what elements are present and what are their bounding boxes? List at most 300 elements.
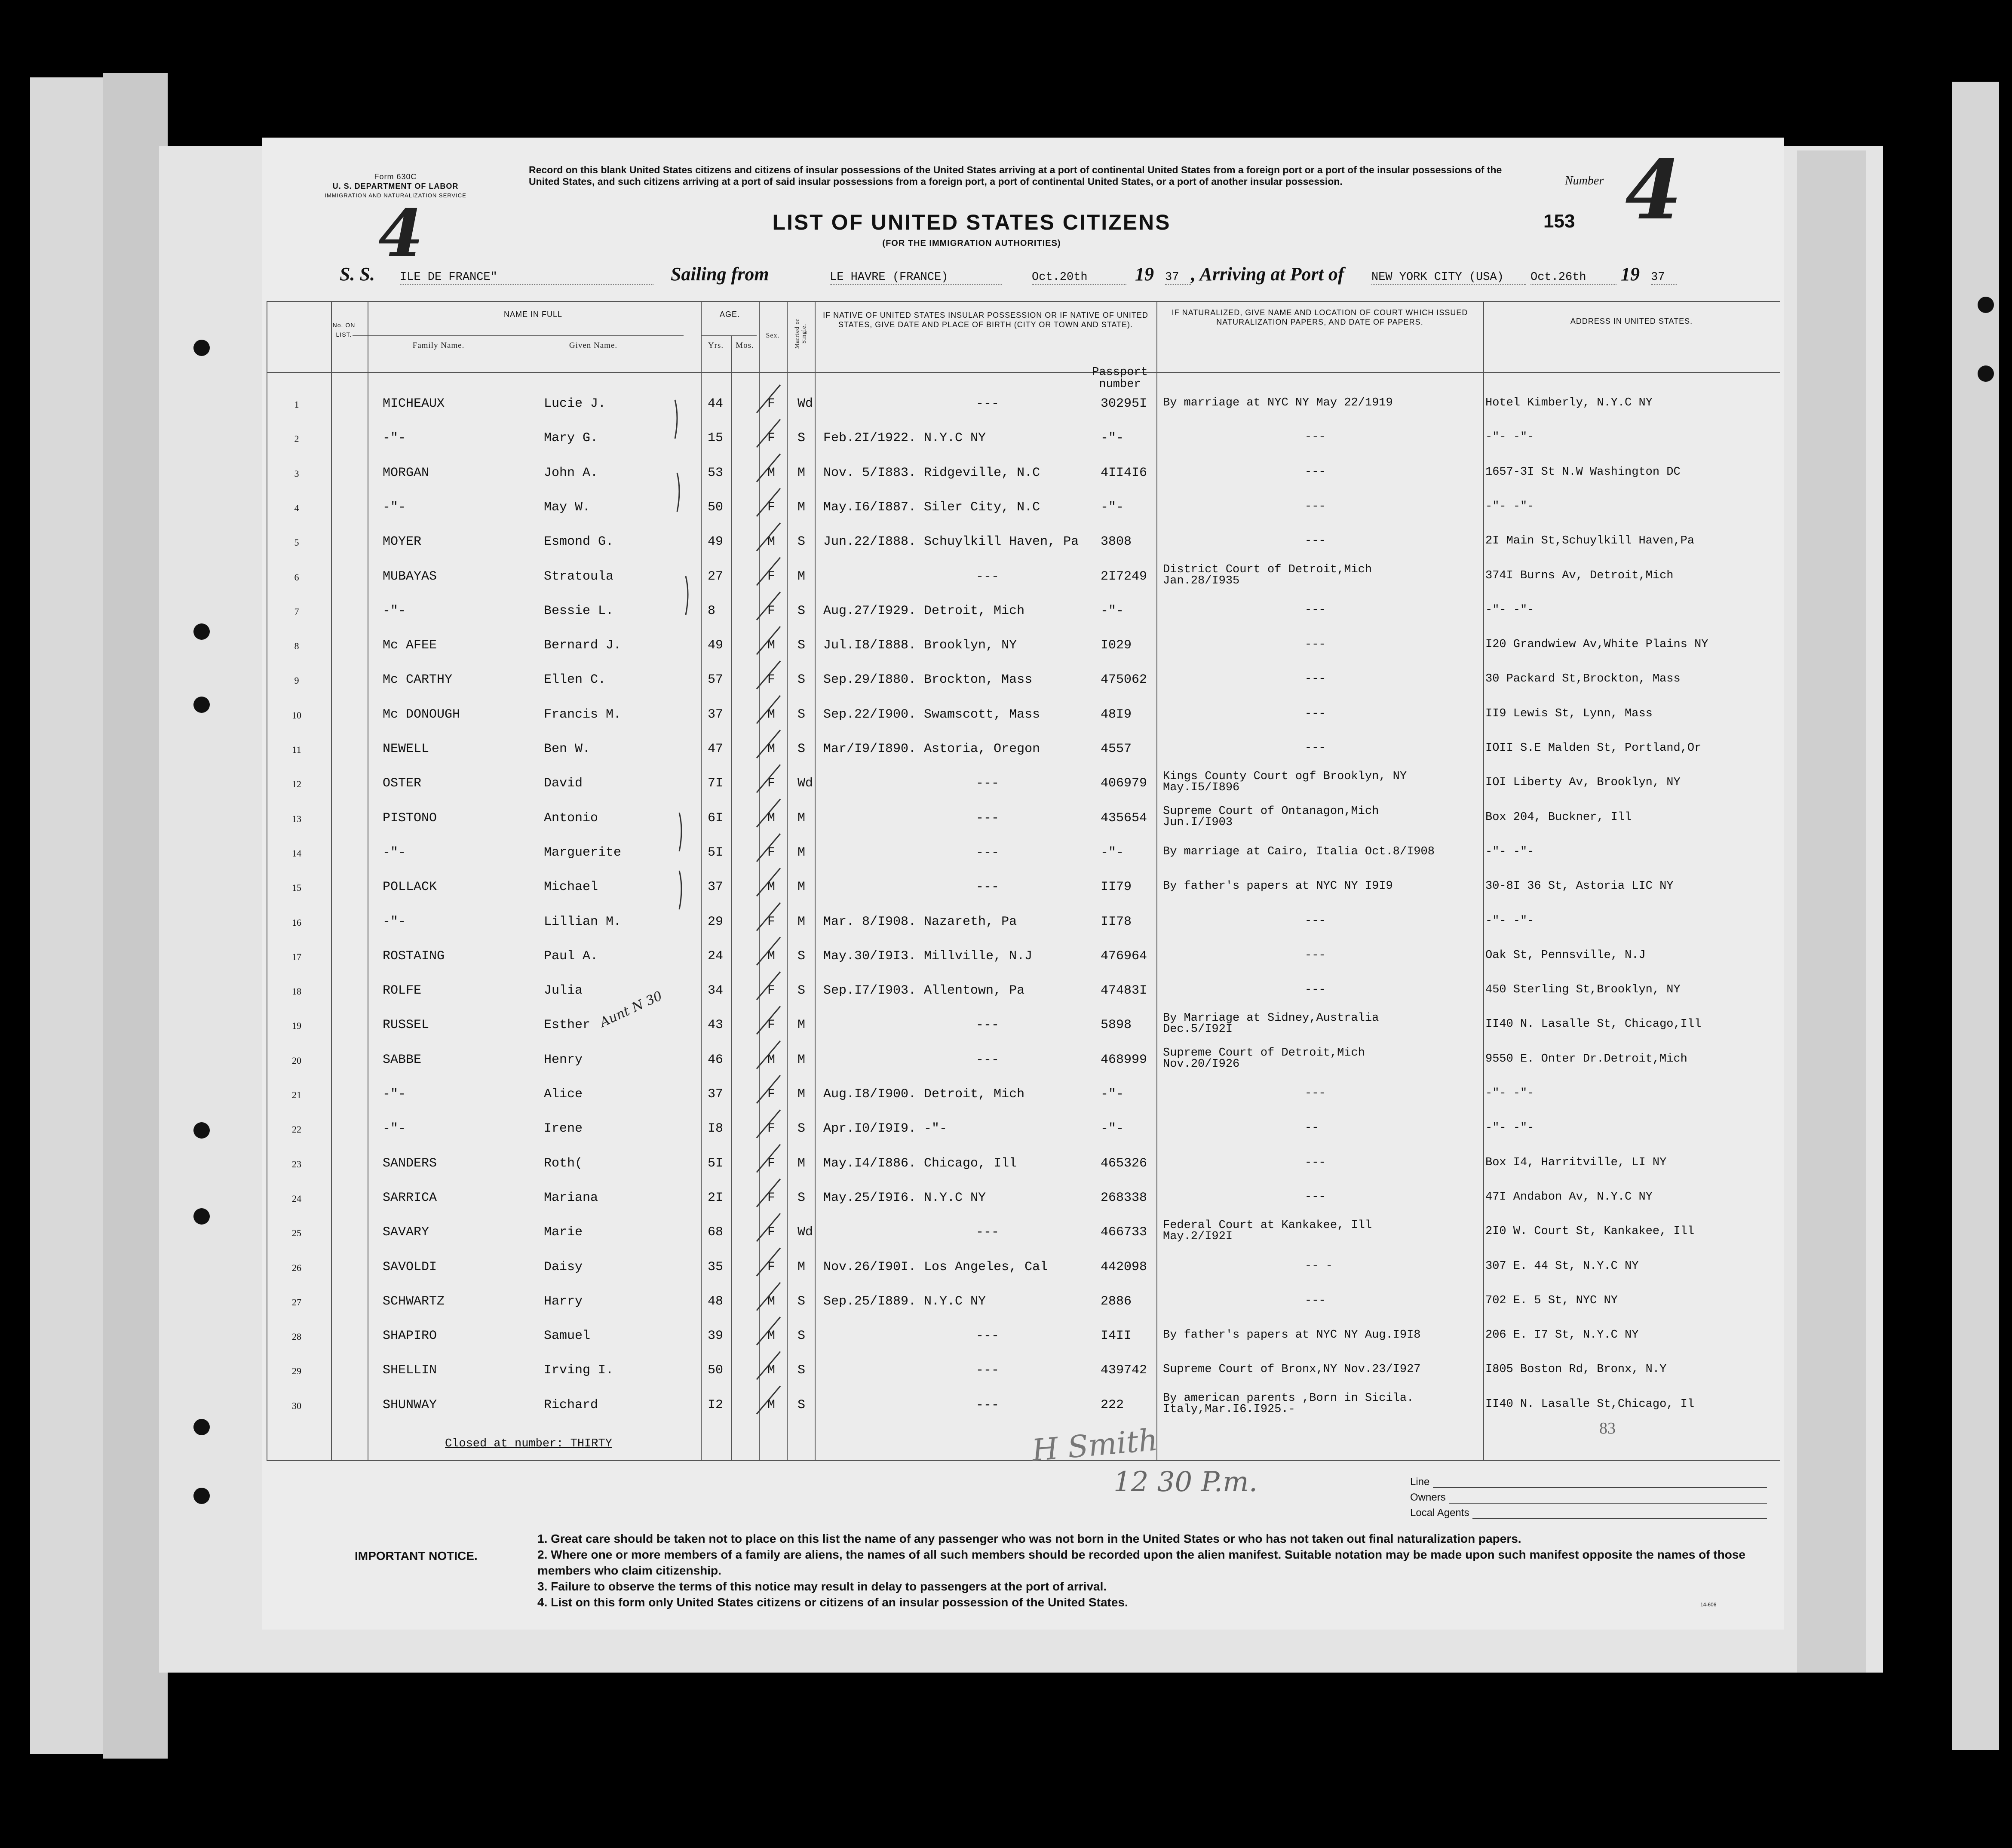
- sex: F: [767, 431, 776, 446]
- marital-status: S: [797, 1294, 806, 1309]
- sex: M: [767, 1329, 776, 1344]
- given-name: Daisy: [544, 1259, 583, 1274]
- check-mark: [757, 764, 780, 792]
- sex: F: [767, 1225, 776, 1240]
- naturalization: By marriage at NYC NY May 22/1919: [1163, 396, 1393, 409]
- row-number: 11: [292, 744, 301, 755]
- given-name: Paul A.: [544, 949, 598, 964]
- passport-number: 4II4I6: [1101, 465, 1147, 480]
- naturalization: ---: [1305, 638, 1326, 651]
- passport-number: -"-: [1101, 431, 1124, 446]
- given-name: Samuel: [544, 1329, 591, 1344]
- naturalization: Supreme Court of Detroit,Mich: [1163, 1046, 1365, 1059]
- given-name: Irving I.: [544, 1363, 614, 1378]
- naturalization: ---: [1305, 949, 1326, 962]
- address: 47I Andabon Av, N.Y.C NY: [1485, 1190, 1653, 1203]
- marital-status: M: [797, 465, 806, 480]
- age-years: 37: [708, 880, 724, 895]
- birth-date-place: ---: [976, 1052, 1000, 1067]
- marital-status: M: [797, 914, 806, 929]
- given-name: Esther: [544, 1018, 591, 1033]
- check-mark: [757, 730, 780, 758]
- line-label: Line: [1410, 1476, 1430, 1488]
- marital-status: M: [797, 810, 806, 826]
- marital-status: S: [797, 1121, 806, 1136]
- check-mark: [757, 1041, 780, 1069]
- family-name: -"-: [383, 1087, 406, 1102]
- sex: F: [767, 983, 776, 998]
- given-name: Roth(: [544, 1156, 583, 1171]
- marital-status: S: [797, 742, 806, 756]
- given-name: Julia: [544, 983, 583, 998]
- row-number: 24: [292, 1193, 301, 1204]
- local-agents-label: Local Agents: [1410, 1507, 1469, 1519]
- given-name: Alice: [544, 1087, 583, 1102]
- marital-status: Wd: [797, 1225, 813, 1240]
- stamp-number: 83: [1599, 1419, 1616, 1437]
- address: -"- -"-: [1485, 603, 1534, 617]
- address: Oak St, Pennsville, N.J: [1485, 949, 1646, 962]
- given-name: Lillian M.: [544, 914, 622, 929]
- footer-line-owners-agents: [1410, 1473, 1767, 1519]
- bracket-mark: [675, 400, 677, 439]
- birth-date-place: ---: [976, 880, 1000, 895]
- passport-number: -"-: [1101, 1121, 1124, 1136]
- birth-date-place: May.25/I9I6. N.Y.C NY: [823, 1190, 986, 1205]
- naturalization: ---: [1305, 603, 1326, 617]
- address: 1657-3I St N.W Washington DC: [1485, 465, 1681, 479]
- address: II40 N. Lasalle St, Chicago,Ill: [1485, 1018, 1702, 1031]
- family-name: ROLFE: [383, 983, 422, 998]
- check-mark: [757, 1110, 780, 1138]
- passport-number: 4557: [1101, 742, 1132, 756]
- header-naturalized: IF NATURALIZED, GIVE NAME AND LOCATION OF COURT WHICH ISSUED NATURALIZATION PAPERS, AND DATE OF PAPERS.: [1172, 308, 1468, 326]
- page-title: LIST OF UNITED STATES CITIZENS: [772, 210, 1171, 234]
- check-mark: [757, 592, 780, 620]
- number-value: 4: [1625, 142, 1682, 238]
- form-number: Form 630C: [374, 172, 417, 181]
- family-name: OSTER: [383, 776, 422, 791]
- address: -"- -"-: [1485, 1121, 1534, 1135]
- family-name: POLLACK: [383, 880, 437, 895]
- arriving-year-prefix: 19: [1621, 264, 1640, 285]
- birth-date-place: ---: [976, 776, 1000, 791]
- age-years: I2: [708, 1397, 724, 1412]
- given-name: Esmond G.: [544, 534, 614, 549]
- notice-item-1: 1. Great care should be taken not to place on this list the name of any passenger who was not born in the United States or who has not taken out final naturalization papers.: [537, 1532, 1521, 1545]
- age-years: 15: [708, 431, 724, 446]
- birth-date-place: ---: [976, 1363, 1000, 1378]
- passport-number: 5898: [1101, 1018, 1132, 1033]
- address: -"- -"-: [1485, 914, 1534, 927]
- naturalization-date: May.I5/I896: [1163, 781, 1240, 795]
- naturalization: --: [1305, 1121, 1319, 1135]
- address: I805 Boston Rd, Bronx, N.Y: [1485, 1363, 1667, 1376]
- bracket-mark: [679, 813, 681, 851]
- header-address: ADDRESS IN UNITED STATES.: [1570, 317, 1693, 325]
- address: 206 E. I7 St, N.Y.C NY: [1485, 1329, 1639, 1342]
- given-name: Michael: [544, 880, 598, 895]
- time-note: 12 30 P.m.: [1113, 1466, 1258, 1498]
- sex: M: [767, 534, 776, 549]
- sex: F: [767, 569, 776, 584]
- sex: F: [767, 845, 776, 860]
- given-name: Mariana: [544, 1190, 598, 1205]
- check-mark: [757, 488, 780, 516]
- check-mark: [757, 454, 780, 482]
- family-name: -"-: [383, 431, 406, 446]
- age-years: 6I: [708, 810, 724, 826]
- check-mark: [757, 972, 780, 1000]
- check-mark: [757, 523, 780, 551]
- marital-status: S: [797, 534, 806, 549]
- row-number: 26: [292, 1262, 301, 1273]
- marital-status: S: [797, 1397, 806, 1412]
- given-name: Richard: [544, 1397, 598, 1412]
- check-mark: [757, 626, 780, 654]
- sex: M: [767, 949, 776, 964]
- sailing-date: Oct.20th: [1032, 271, 1126, 285]
- notice-item-3: 3. Failure to observe the terms of this notice may result in delay to passengers at the port of arrival.: [537, 1580, 1107, 1593]
- row-number: 17: [292, 951, 301, 962]
- naturalization: ---: [1305, 1156, 1326, 1169]
- passport-number: 439742: [1101, 1363, 1147, 1378]
- family-name: Mc DONOUGH: [383, 707, 460, 722]
- age-years: 46: [708, 1052, 724, 1067]
- marital-status: Wd: [797, 396, 813, 411]
- address: IOI Liberty Av, Brooklyn, NY: [1485, 776, 1681, 789]
- passport-number: 2886: [1101, 1294, 1132, 1309]
- row-number: 22: [292, 1124, 301, 1135]
- marital-status: S: [797, 672, 806, 688]
- ss-label: S. S.: [340, 264, 375, 285]
- age-years: 48: [708, 1294, 724, 1309]
- passport-number: 47483I: [1101, 983, 1147, 998]
- age-years: 44: [708, 396, 724, 411]
- passport-number: 30295I: [1101, 396, 1147, 411]
- family-name: -"-: [383, 1121, 406, 1136]
- given-name: Irene: [544, 1121, 583, 1136]
- check-mark: [757, 1386, 780, 1414]
- sailing-from-label: Sailing from: [671, 264, 769, 285]
- address: I20 Grandwiew Av,White Plains NY: [1485, 638, 1708, 651]
- marital-status: M: [797, 1087, 806, 1102]
- birth-date-place: Feb.2I/1922. N.Y.C NY: [823, 431, 986, 446]
- birth-date-place: Aug.27/I929. Detroit, Mich: [823, 603, 1025, 618]
- family-name: SARRICA: [383, 1190, 437, 1205]
- sex: M: [767, 638, 776, 653]
- form-reference: 14-606: [1700, 1602, 1717, 1608]
- birth-date-place: Sep.29/I880. Brockton, Mass: [823, 672, 1033, 688]
- marital-status: M: [797, 1259, 806, 1274]
- family-name: -"-: [383, 914, 406, 929]
- check-mark: [757, 1248, 780, 1276]
- passport-number: II79: [1101, 880, 1132, 895]
- marital-status: S: [797, 431, 806, 446]
- naturalization-date: Nov.20/I926: [1163, 1057, 1240, 1071]
- address: 2I0 W. Court St, Kankakee, Ill: [1485, 1225, 1695, 1238]
- family-name: SHELLIN: [383, 1363, 437, 1378]
- row-number: 16: [292, 917, 301, 928]
- given-name: Ellen C.: [544, 672, 606, 688]
- given-name: Marie: [544, 1225, 583, 1240]
- family-name: SAVOLDI: [383, 1259, 437, 1274]
- address: -"- -"-: [1485, 1087, 1534, 1100]
- age-years: 68: [708, 1225, 724, 1240]
- sex: M: [767, 1363, 776, 1378]
- service-name: IMMIGRATION AND NATURALIZATION SERVICE: [325, 192, 466, 199]
- passport-number: 48I9: [1101, 707, 1132, 722]
- age-years: 49: [708, 534, 724, 549]
- passport-number: 3808: [1101, 534, 1132, 549]
- sex: F: [767, 1259, 776, 1274]
- naturalization: ---: [1305, 707, 1326, 720]
- naturalization: ---: [1305, 500, 1326, 513]
- sex: F: [767, 1156, 776, 1171]
- header-sex: Sex.: [766, 332, 780, 339]
- check-mark: [757, 868, 780, 896]
- naturalization-date: Jan.28/I935: [1163, 574, 1240, 587]
- sex: F: [767, 1087, 776, 1102]
- passport-number: 435654: [1101, 810, 1147, 826]
- family-name: RUSSEL: [383, 1018, 429, 1033]
- address: Hotel Kimberly, N.Y.C NY: [1485, 396, 1653, 409]
- age-years: 37: [708, 1087, 724, 1102]
- address: -"- -"-: [1485, 431, 1534, 444]
- sex: F: [767, 1018, 776, 1033]
- address: 30-8I 36 St, Astoria LIC NY: [1485, 880, 1674, 893]
- row-number: 5: [294, 537, 299, 548]
- birth-date-place: Nov.26/I90I. Los Angeles, Cal: [823, 1259, 1048, 1274]
- sex: F: [767, 500, 776, 515]
- row-number: 23: [292, 1158, 301, 1170]
- sex: M: [767, 1294, 776, 1309]
- marital-status: M: [797, 500, 806, 515]
- family-name: MICHEAUX: [383, 396, 445, 411]
- sex: F: [767, 603, 776, 618]
- family-name: -"-: [383, 500, 406, 515]
- header-no: No. ON LIST.: [332, 322, 356, 338]
- naturalization-date: Dec.5/I92I: [1163, 1023, 1233, 1036]
- birth-date-place: ---: [976, 810, 1000, 826]
- family-name: MORGAN: [383, 465, 429, 480]
- header-mos: Mos.: [736, 341, 754, 350]
- check-mark: [757, 1179, 780, 1207]
- passport-number: 222: [1101, 1397, 1124, 1412]
- row-number: 21: [292, 1090, 301, 1100]
- passport-number: -"-: [1101, 845, 1124, 860]
- address: 2I Main St,Schuylkill Haven,Pa: [1485, 534, 1695, 548]
- address: 702 E. 5 St, NYC NY: [1485, 1294, 1618, 1307]
- naturalization: By american parents ,Born in Sicila.: [1163, 1391, 1414, 1405]
- birth-date-place: ---: [976, 396, 1000, 411]
- passport-number: -"-: [1101, 1087, 1124, 1102]
- bracket-mark: [677, 473, 679, 512]
- birth-date-place: May.30/I9I3. Millville, N.J: [823, 949, 1033, 964]
- family-name: MOYER: [383, 534, 422, 549]
- birth-date-place: Mar. 8/I908. Nazareth, Pa: [823, 914, 1017, 929]
- age-years: 27: [708, 569, 724, 584]
- family-name: PISTONO: [383, 810, 437, 826]
- inspector-signature: H Smith: [1030, 1422, 1159, 1468]
- passport-number: 268338: [1101, 1190, 1147, 1205]
- given-name: Ben W.: [544, 742, 591, 756]
- family-name: SANDERS: [383, 1156, 437, 1171]
- sex: M: [767, 742, 776, 756]
- birth-date-place: ---: [976, 845, 1000, 860]
- birth-date-place: May.I4/I886. Chicago, Ill: [823, 1156, 1017, 1171]
- age-years: 29: [708, 914, 724, 929]
- row-number: 28: [292, 1331, 301, 1342]
- marital-status: S: [797, 1329, 806, 1344]
- header-married-single: Married or Single.: [794, 318, 807, 349]
- given-name: David: [544, 776, 583, 791]
- naturalization: Federal Court at Kankakee, Ill: [1163, 1219, 1372, 1232]
- notice-item-2: 2. Where one or more members of a family are aliens, the names of all such members should be recorded upon the alien manifest. Suitable notation may be made upon such manifest opposite the names of those members who claim citizenship.: [537, 1548, 1745, 1577]
- check-mark: [757, 937, 780, 965]
- row-number: 15: [292, 882, 301, 893]
- birth-date-place: Sep.I7/I903. Allentown, Pa: [823, 983, 1025, 998]
- row-number: 10: [292, 709, 301, 721]
- birth-date-place: ---: [976, 569, 1000, 584]
- age-years: 50: [708, 500, 724, 515]
- birth-date-place: ---: [976, 1397, 1000, 1412]
- naturalization: By father's papers at NYC NY I9I9: [1163, 880, 1393, 893]
- given-name: May W.: [544, 500, 591, 515]
- given-name: Bernard J.: [544, 638, 622, 653]
- age-years: I8: [708, 1121, 724, 1136]
- given-name: Antonio: [544, 810, 598, 826]
- naturalization: ---: [1305, 1190, 1326, 1203]
- arriving-label: , Arriving at Port of: [1191, 264, 1344, 285]
- arriving-date: Oct.26th: [1530, 271, 1616, 285]
- family-name: SABBE: [383, 1052, 422, 1067]
- row-number: 29: [292, 1366, 301, 1377]
- row-number: 6: [294, 571, 299, 583]
- address: -"- -"-: [1485, 500, 1534, 513]
- sex: F: [767, 1190, 776, 1205]
- passport-number: I029: [1101, 638, 1132, 653]
- check-mark: [757, 1317, 780, 1345]
- age-years: 57: [708, 672, 724, 688]
- family-name: NEWELL: [383, 742, 429, 756]
- age-years: 34: [708, 983, 724, 998]
- passport-number: 442098: [1101, 1259, 1147, 1274]
- address: IOII S.E Malden St, Portland,Or: [1485, 742, 1702, 755]
- passport-number: -"-: [1101, 500, 1124, 515]
- given-name: Lucie J.: [544, 396, 606, 411]
- row-number: 20: [292, 1055, 301, 1066]
- sex: F: [767, 672, 776, 688]
- marital-status: M: [797, 880, 806, 895]
- naturalization: District Court of Detroit,Mich: [1163, 563, 1372, 576]
- age-years: 7I: [708, 776, 724, 791]
- age-years: 24: [708, 949, 724, 964]
- birth-date-place: Jul.I8/I888. Brooklyn, NY: [823, 638, 1017, 653]
- given-name: Marguerite: [544, 845, 622, 860]
- header-given-name: Given Name.: [569, 341, 618, 350]
- age-years: 53: [708, 465, 724, 480]
- page-number: 153: [1543, 211, 1575, 232]
- family-name: SHAPIRO: [383, 1329, 437, 1344]
- marital-status: S: [797, 1363, 806, 1378]
- family-name: SAVARY: [383, 1225, 429, 1240]
- age-years: 47: [708, 742, 724, 756]
- check-mark: [757, 696, 780, 724]
- birth-date-place: Sep.25/I889. N.Y.C NY: [823, 1294, 986, 1309]
- age-years: 5I: [708, 845, 724, 860]
- marital-status: S: [797, 949, 806, 964]
- row-number: 30: [292, 1400, 301, 1411]
- check-mark: [757, 1145, 780, 1173]
- age-years: 35: [708, 1259, 724, 1274]
- birth-date-place: Aug.I8/I900. Detroit, Mich: [823, 1087, 1025, 1102]
- header-family-name: Family Name.: [412, 341, 465, 350]
- notice-item-4: 4. List on this form only United States citizens or citizens of an insular possession of the United States.: [537, 1596, 1128, 1609]
- address: Box 204, Buckner, Ill: [1485, 810, 1632, 824]
- family-name: Mc AFEE: [383, 638, 437, 653]
- check-mark: [757, 385, 780, 413]
- marital-status: Wd: [797, 776, 813, 791]
- naturalization: ---: [1305, 534, 1326, 548]
- address: 30 Packard St,Brockton, Mass: [1485, 672, 1681, 686]
- age-years: 8: [708, 603, 716, 618]
- sailing-year: 37: [1165, 271, 1191, 285]
- arriving-year: 37: [1651, 271, 1677, 285]
- passport-number: I4II: [1101, 1329, 1132, 1344]
- header-yrs: Yrs.: [708, 341, 724, 350]
- passport-number: -"-: [1101, 603, 1124, 618]
- naturalization-date: May.2/I92I: [1163, 1230, 1233, 1243]
- row-number: 3: [294, 468, 299, 479]
- address: 9550 E. Onter Dr.Detroit,Mich: [1485, 1052, 1687, 1065]
- department-name: U. S. DEPARTMENT OF LABOR: [332, 182, 459, 190]
- row-number: 1: [294, 399, 299, 410]
- passport-number: 466733: [1101, 1225, 1147, 1240]
- naturalization: Kings County Court ogf Brooklyn, NY: [1163, 770, 1407, 783]
- naturalization: ---: [1305, 672, 1326, 686]
- check-mark: [757, 1283, 780, 1311]
- naturalization: Supreme Court of Bronx,NY Nov.23/I927: [1163, 1363, 1421, 1376]
- sex: M: [767, 1052, 776, 1067]
- naturalization: ---: [1305, 914, 1326, 927]
- age-years: 39: [708, 1329, 724, 1344]
- family-name: SCHWARTZ: [383, 1294, 445, 1309]
- check-mark: [757, 661, 780, 689]
- given-name: Francis M.: [544, 707, 622, 722]
- check-mark: [757, 1213, 780, 1241]
- left-list-mark: 4: [378, 196, 423, 271]
- marital-status: M: [797, 845, 806, 860]
- naturalization: -- -: [1305, 1259, 1333, 1273]
- header-name-in-full: NAME IN FULL: [503, 310, 563, 319]
- row-number: 13: [292, 813, 301, 824]
- address: II40 N. Lasalle St,Chicago, Il: [1485, 1397, 1695, 1411]
- address: II9 Lewis St, Lynn, Mass: [1485, 707, 1653, 720]
- address: 374I Burns Av, Detroit,Mich: [1485, 569, 1674, 582]
- bracket-mark: [686, 576, 688, 615]
- passport-number: 476964: [1101, 949, 1147, 964]
- check-mark: [757, 419, 780, 447]
- check-mark: [757, 799, 780, 827]
- birth-date-place: Jun.22/I888. Schuylkill Haven, Pa: [823, 534, 1079, 549]
- family-name: -"-: [383, 845, 406, 860]
- marital-status: M: [797, 569, 806, 584]
- naturalization: ---: [1305, 983, 1326, 997]
- age-years: 2I: [708, 1190, 724, 1205]
- check-mark: [757, 834, 780, 862]
- row-number: 14: [292, 847, 301, 859]
